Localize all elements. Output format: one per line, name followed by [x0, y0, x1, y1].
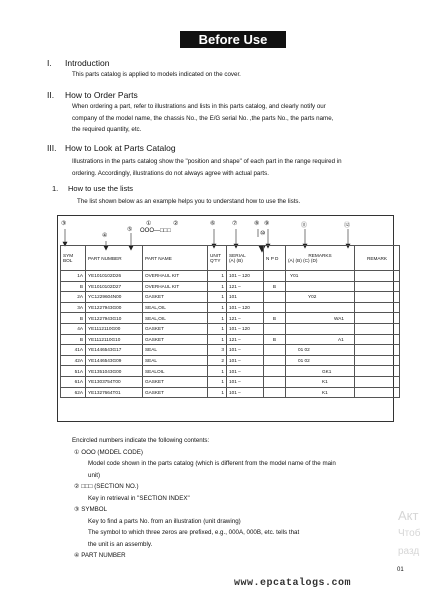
cell-sym: 62A [61, 387, 86, 398]
cell-qty: 1 [208, 323, 227, 334]
cell-remark [355, 366, 400, 377]
cell-qty: 1 [208, 313, 227, 324]
cell-serial: 101 – 120 [227, 302, 264, 313]
table-row [61, 281, 400, 292]
cell-name: SEAL,OIL [143, 302, 208, 313]
col-part-name: PART NAME [143, 246, 208, 271]
cell-part: YE1227943G00 [86, 302, 143, 313]
section-3-line: ordering. Accordingly, illustrations do not always agree with actual parts. [72, 169, 269, 177]
callout-9-icon: ⑨ [264, 221, 270, 227]
note-1-line: Model code shown in the parts catalog (which is different from the model name of the main [88, 460, 336, 467]
section-3-body [72, 156, 342, 179]
section-1-title: Introduction [65, 58, 110, 68]
cell-serial: 101 – [227, 376, 264, 387]
section-1-number: I. [47, 58, 52, 68]
subsection-number: 1. [52, 184, 59, 193]
note-2-label: ② □□□ (SECTION NO.) [74, 483, 139, 490]
cell-serial: 121 – [227, 313, 264, 324]
cell-remark [355, 292, 400, 303]
cell-name: SEAL [143, 345, 208, 356]
table-header-row [61, 246, 400, 271]
cell-serial: 121 – [227, 334, 264, 345]
note-3-line: Key to find a parts No. from an illustration (unit drawing) [88, 517, 241, 525]
cell-part: YE1446543G09 [86, 355, 143, 366]
table-row [61, 345, 400, 356]
cell-name: GASKET [143, 334, 208, 345]
cell-sym: B [61, 281, 86, 292]
footer-url-link[interactable]: www.epcatalogs.com [234, 578, 352, 589]
cell-npd: B [264, 281, 286, 292]
cell-name: OVERHAUL KIT [143, 281, 208, 292]
cell-name: GASKET [143, 292, 208, 303]
cell-name: GASKET [143, 387, 208, 398]
header-remarks-text: REMARKS [308, 253, 332, 258]
cell-serial: 101 – 120 [227, 323, 264, 334]
callout-12-icon: ⑫ [344, 223, 351, 229]
cell-part: YE1112110G00 [86, 323, 143, 334]
cell-npd [264, 302, 286, 313]
cell-part: YE1010102D26 [86, 271, 143, 282]
cell-qty: 3 [208, 345, 227, 356]
cell-remark [355, 345, 400, 356]
cell-rem: Y02 [286, 292, 355, 303]
section-3-title: How to Look at Parts Catalog [65, 143, 176, 153]
cell-part: YE1446543G17 [86, 345, 143, 356]
section-1-body: This parts catalog is applied to models indicated on the cover. [72, 71, 241, 78]
cell-remark [355, 387, 400, 398]
col-part-number: PART NUMBER [86, 246, 143, 271]
table-row [61, 313, 400, 324]
cell-rem: 01 02 [286, 355, 355, 366]
cell-sym: 51A [61, 366, 86, 377]
cell-qty: 1 [208, 271, 227, 282]
col-npd: N P D [264, 246, 286, 271]
table-row [61, 271, 400, 282]
table-row [61, 323, 400, 334]
cell-sym: 41A [61, 345, 86, 356]
section-2-line: company of the model name, the chassis No., the E/G serial No. ,the parts No., the parts name, [72, 114, 334, 122]
col-symbol [61, 246, 86, 271]
section-2-body [72, 101, 333, 136]
callout-6-icon: ⑥ [210, 221, 216, 227]
table-row [61, 334, 400, 345]
cell-npd: B [264, 334, 286, 345]
cell-rem: K1 [286, 376, 355, 387]
callout-2-icon: ② [173, 221, 179, 227]
col-remark: REMARK [355, 246, 400, 271]
cell-serial: 101 – [227, 345, 264, 356]
cell-rem [286, 323, 355, 334]
cell-remark [355, 355, 400, 366]
cell-serial: 101 – [227, 366, 264, 377]
cell-serial: 101 [227, 292, 264, 303]
cell-qty: 1 [208, 387, 227, 398]
cell-remark [355, 271, 400, 282]
callout-8-icon: ⑧ [254, 221, 260, 227]
cell-npd [264, 323, 286, 334]
table-row [61, 302, 400, 313]
cell-remark [355, 323, 400, 334]
header-serial-ab-text: (A) (B) [229, 258, 243, 263]
parts-list-body [61, 271, 400, 398]
cell-rem: 01 02 [286, 345, 355, 356]
cell-npd [264, 376, 286, 387]
cell-sym: B [61, 334, 86, 345]
cell-npd [264, 292, 286, 303]
cell-remark [355, 281, 400, 292]
cell-sym: 1A [61, 271, 86, 282]
header-qty-text: Q'TY [210, 258, 221, 263]
cell-rem: K1 [286, 387, 355, 398]
cell-name: SEAL,OIL [143, 313, 208, 324]
note-3-line: The symbol to which three zeros are prefixed, e.g., 000A, 000B, etc. tells that [88, 529, 300, 536]
parts-list-table [60, 245, 400, 398]
note-2-line: Key in retrieval in "SECTION INDEX" [88, 494, 190, 502]
watermark-line: разд [398, 546, 420, 557]
cell-sym: 3A [61, 302, 86, 313]
header-remarks-sub-text: (A) (B) (C) (D) [288, 258, 318, 263]
callout-5-icon: ⑤ [127, 227, 133, 233]
cell-qty: 1 [208, 376, 227, 387]
cell-rem: WA1 [286, 313, 355, 324]
header-bol-text: BOL [63, 258, 73, 263]
section-2-number: II. [47, 90, 55, 100]
cell-npd [264, 366, 286, 377]
col-remarks [286, 246, 355, 271]
cell-rem: Y01 [286, 271, 355, 282]
header-sym-text: SYM [63, 253, 74, 258]
cell-rem: GK1 [286, 366, 355, 377]
page-title: Before Use [180, 31, 286, 48]
note-3-line: the unit is an assembly. [88, 540, 153, 548]
note-3-label: ③ SYMBOL [74, 506, 108, 513]
cell-name: SEAL [143, 355, 208, 366]
callout-1-icon: ① [146, 221, 152, 227]
cell-qty: 1 [208, 292, 227, 303]
cell-part: YE1112110G10 [86, 334, 143, 345]
note-4-label: ④ PART NUMBER [74, 552, 126, 559]
table-row [61, 355, 400, 366]
cell-sym: 61A [61, 376, 86, 387]
col-unit-qty [208, 246, 227, 271]
cell-remark [355, 302, 400, 313]
subsection-title: How to use the lists [68, 184, 134, 193]
cell-npd [264, 387, 286, 398]
callout-4-icon: ④ [102, 233, 108, 239]
callout-11-icon: ⑪ [301, 223, 308, 229]
cell-sym: 4A [61, 323, 86, 334]
note-1-label: ① OOO (MODEL CODE) [74, 448, 143, 456]
table-row [61, 292, 400, 303]
subsection-body: The list shown below as an example helps you to understand how to use the lists. [77, 198, 301, 205]
watermark-line: Акт [398, 508, 419, 523]
cell-part: YE1010102D27 [86, 281, 143, 292]
cell-rem: A1 [286, 334, 355, 345]
cell-npd [264, 355, 286, 366]
col-serial [227, 246, 264, 271]
cell-npd [264, 271, 286, 282]
cell-qty: 1 [208, 281, 227, 292]
cell-name: GASKET [143, 376, 208, 387]
section-2-line: When ordering a part, refer to illustrations and lists in this parts catalog, and clearly notify our [72, 103, 326, 110]
cell-part: YC1229604N00 [86, 292, 143, 303]
cell-serial: 101 – 120 [227, 271, 264, 282]
cell-rem [286, 302, 355, 313]
cell-npd [264, 345, 286, 356]
section-2-line: the required quantity, etc. [72, 126, 142, 133]
cell-name: OVERHAUL KIT [143, 271, 208, 282]
cell-qty: 1 [208, 334, 227, 345]
cell-part: YE1351043G00 [86, 366, 143, 377]
page-number: 01 [397, 567, 404, 573]
callout-code-example: ООО—□□□ [140, 228, 171, 234]
section-2-title: How to Order Parts [65, 90, 138, 100]
callout-7-icon: ⑦ [232, 221, 238, 227]
cell-qty: 2 [208, 355, 227, 366]
header-serial-text: SERIAL [229, 253, 246, 258]
cell-sym: 2A [61, 292, 86, 303]
cell-sym: B [61, 313, 86, 324]
cell-serial: 101 – [227, 355, 264, 366]
cell-part: YE1327664T01 [86, 387, 143, 398]
cell-npd: B [264, 313, 286, 324]
cell-qty: 1 [208, 302, 227, 313]
callout-10-icon: ⑩ [260, 231, 266, 237]
cell-serial: 101 – [227, 387, 264, 398]
callout-3-icon: ③ [61, 221, 67, 227]
section-3-line: Illustrations in the parts catalog show the "position and shape" of each part in the range required in [72, 158, 342, 165]
cell-qty: 1 [208, 366, 227, 377]
watermark-line: Чтоб [398, 528, 421, 539]
notes-block [72, 435, 336, 562]
note-1-line: unit) [88, 471, 101, 479]
cell-serial: 121 – [227, 281, 264, 292]
cell-part: YE1303754T00 [86, 376, 143, 387]
notes-intro: Encircled numbers indicate the following contents: [72, 437, 210, 444]
table-row [61, 366, 400, 377]
cell-part: YE1227943G10 [86, 313, 143, 324]
cell-name: SEALOIL [143, 366, 208, 377]
section-3-number: III. [47, 143, 57, 153]
cell-remark [355, 376, 400, 387]
cell-sym: 42A [61, 355, 86, 366]
cell-rem [286, 281, 355, 292]
cell-remark [355, 334, 400, 345]
header-unit-text: UNIT [210, 253, 221, 258]
cell-name: GASKET [143, 323, 208, 334]
table-row [61, 387, 400, 398]
table-row [61, 376, 400, 387]
cell-remark [355, 313, 400, 324]
